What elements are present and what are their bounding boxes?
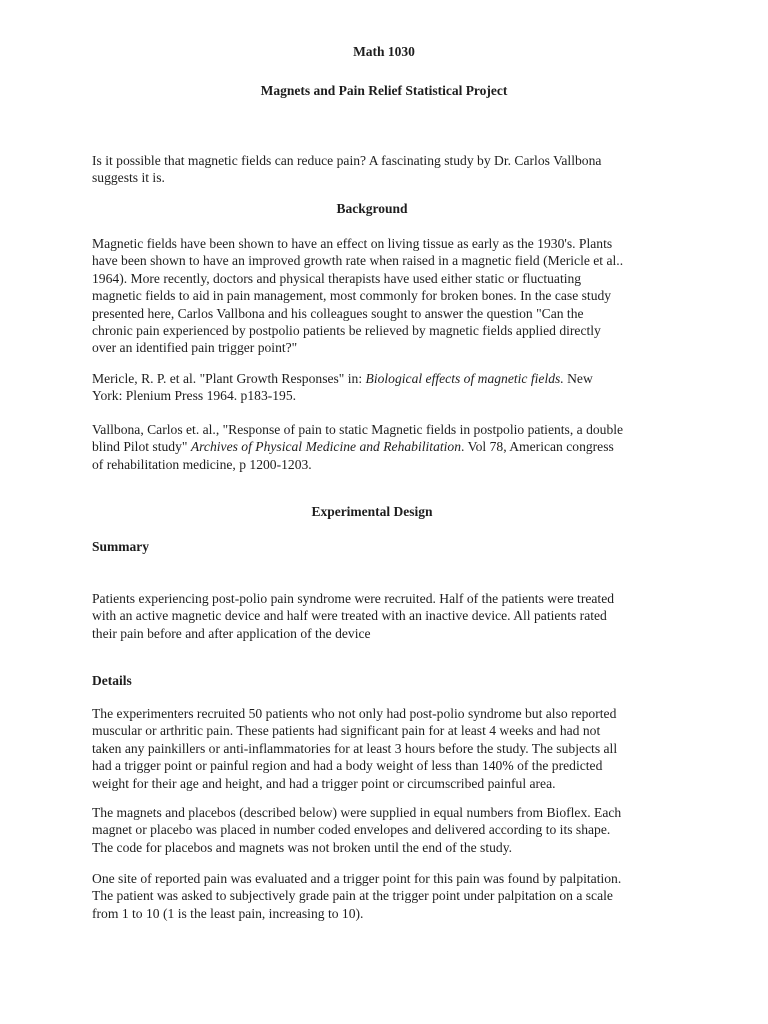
course-title: Math 1030 [353,44,415,59]
ref-text: New [563,371,593,386]
text-line [92,370,692,387]
text-line: had a trigger point or painful region and had a body weight of less than 140% of the predicted [92,758,603,774]
reference-mericle [92,370,692,405]
text-line: muscular or arthritic pain. These patients had significant pain for at least 4 weeks and had not [92,723,601,739]
text-line [92,438,692,455]
summary-heading: Summary [92,539,149,554]
intro-paragraph [92,152,692,187]
text-line: have been shown to have an improved growth rate when raised in a magnetic field (Mericle et al.. [92,253,624,269]
project-title: Magnets and Pain Relief Statistical Project [260,83,508,98]
ref-italic-title: Archives of Physical Medicine and Rehabilitation [190,439,462,455]
text-line: magnetic fields to aid in pain management, most commonly for broken bones. In the case study [92,288,612,304]
text-line: One site of reported pain was evaluated and a trigger point for this pain was found by palpitation. [92,871,622,886]
text-line: over an identified pain trigger point?" [92,340,298,356]
text-line: 1964). More recently, doctors and physical therapists have used either static or fluctuating [92,270,582,286]
details-paragraph-procedure [92,870,692,922]
text-line: The patient was asked to subjectively grade pain at the trigger point under palpitation on a scale [92,888,613,904]
text-line: Vallbona, Carlos et. al., "Response of pain to static Magnetic fields in postpolio patients, a double [92,422,624,437]
text-line: from 1 to 10 (1 is the least pain, increasing to 10). [92,905,364,921]
text-line: Patients experiencing post-polio pain syndrome were recruited. Half of the patients were treated [92,591,615,606]
ref-text: Mericle, R. P. et al. "Plant Growth Responses" in: [92,371,366,386]
details-heading: Details [92,673,132,688]
text-line: with an active magnetic device and half were treated with an inactive device. All patients rated [92,608,607,624]
text-line: York: Plenium Press 1964. p183-195. [92,388,297,404]
details-paragraph-recruitment [92,705,692,792]
ref-text: blind Pilot study" [92,439,191,455]
text-line: The magnets and placebos (described below) were supplied in equal numbers from Bioflex. Each [92,805,622,820]
text-line: their pain before and after application of the device [92,625,371,641]
ref-italic-title: Biological effects of magnetic fields. [365,371,564,386]
ref-text: . Vol 78, American congress [461,439,614,455]
text-line: of rehabilitation medicine, p 1200-1203. [92,456,312,472]
text-line: presented here, Carlos Vallbona and his colleagues sought to answer the question "Can the [92,305,584,321]
text-line: The experimenters recruited 50 patients who not only had post-polio syndrome but also reported [92,706,617,721]
text-line: Magnetic fields have been shown to have an effect on living tissue as early as the 1930's. Plants [92,236,613,251]
background-paragraph [92,235,692,357]
text-line: weight for their age and height, and had a trigger point or circumscribed painful area. [92,775,556,791]
background-heading: Background [336,201,408,216]
text-line: Is it possible that magnetic fields can reduce pain? A fascinating study by Dr. Carlos Vallbona [92,153,602,168]
experimental-design-heading: Experimental Design [311,504,433,519]
details-paragraph-placebos [92,804,692,856]
summary-paragraph [92,590,692,642]
text-line: chronic pain experienced by postpolio patients be relieved by magnetic fields applied directly [92,323,601,339]
text-line: magnet or placebo was placed in number coded envelopes and delivered according to its shape. [92,822,611,838]
text-line: suggests it is. [92,170,165,186]
text-line: taken any painkillers or anti-inflammatories for at least 3 hours before the study. The subjects all [92,740,618,756]
text-line: The code for placebos and magnets was not broken until the end of the study. [92,839,513,855]
reference-vallbona [92,421,692,473]
